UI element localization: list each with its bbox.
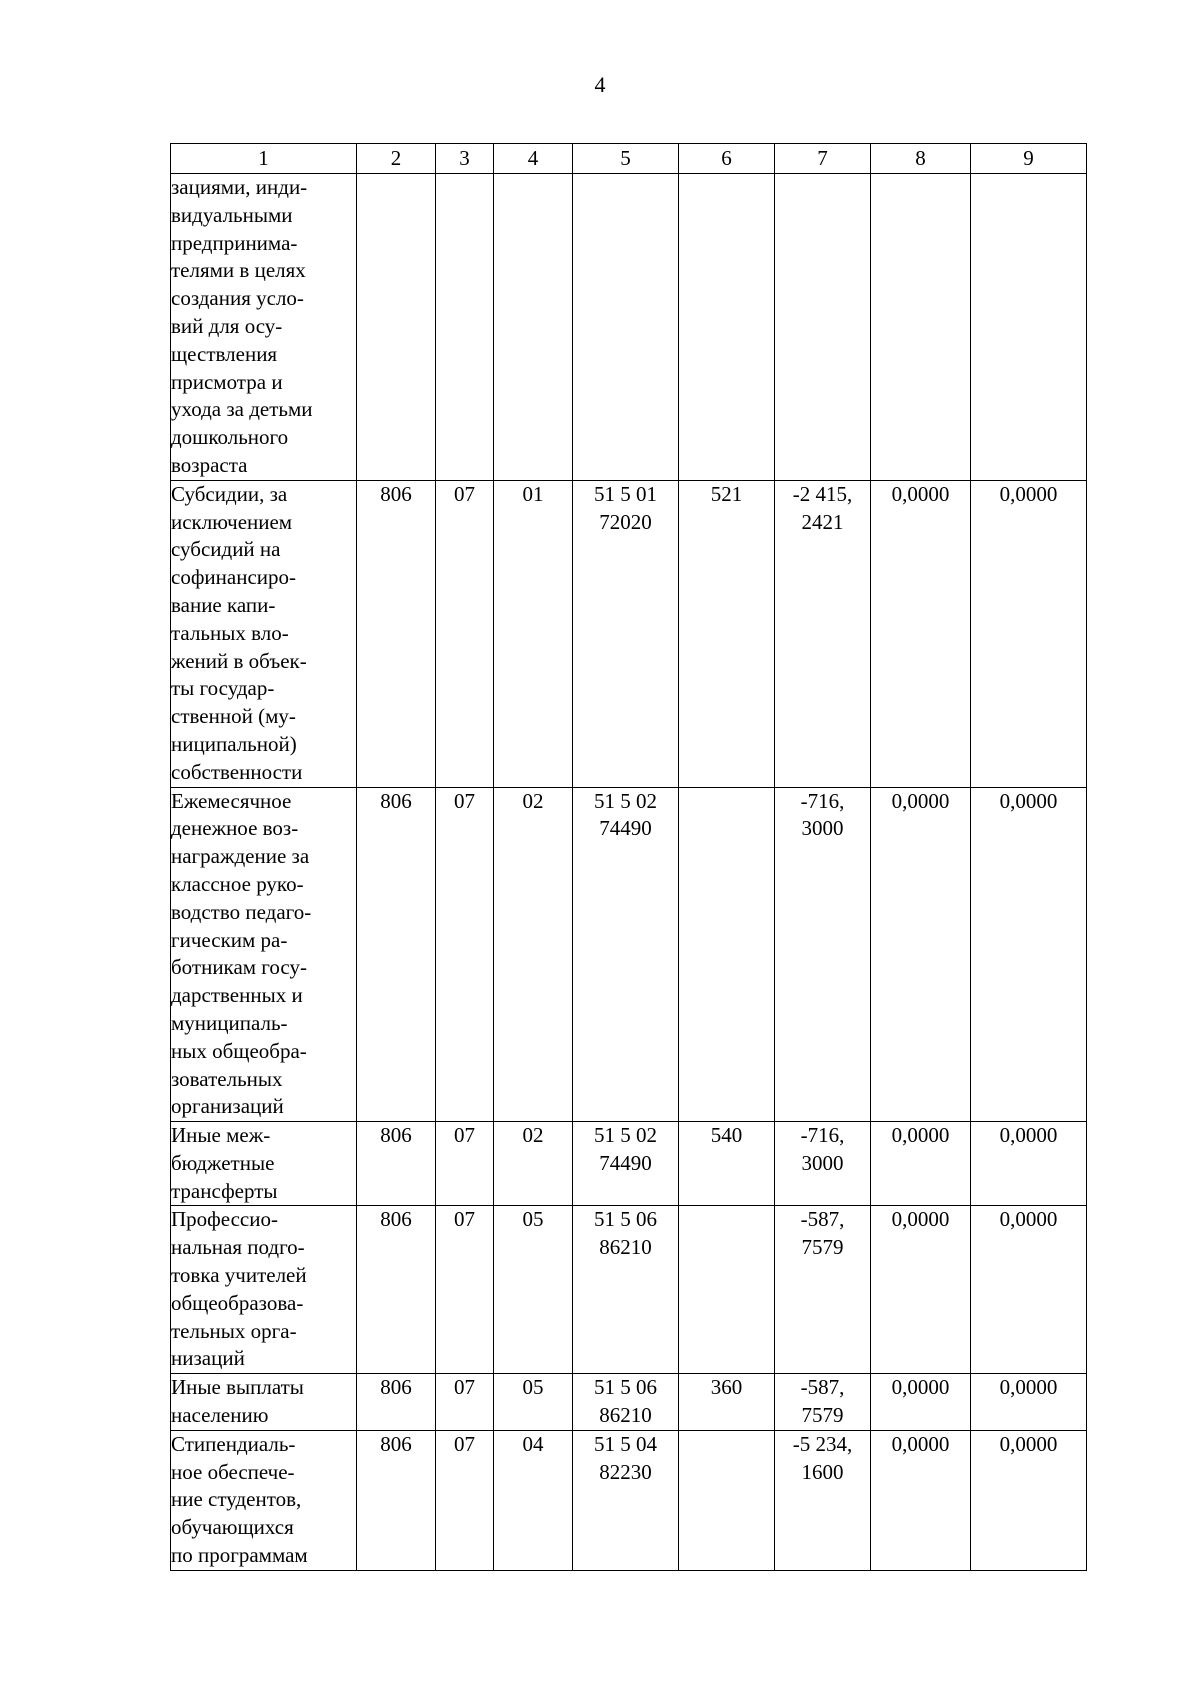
expense-name-line: дарственных и xyxy=(171,983,303,1008)
header-row xyxy=(171,144,1087,174)
subsection-code-cell: 01 xyxy=(494,480,573,787)
target-article-cell-line: 51 5 01 xyxy=(594,481,657,506)
expense-name-line: денежное воз- xyxy=(171,816,299,841)
expense-name-line: Субсидии, за xyxy=(171,481,288,506)
amount-cell-col9: 0,0000 xyxy=(971,1206,1087,1374)
expense-name-cell xyxy=(171,1122,357,1206)
expense-name-line: Стипендиаль- xyxy=(171,1431,296,1456)
amount-cell xyxy=(775,1430,871,1570)
department-code-cell xyxy=(357,174,436,481)
expense-name-cell xyxy=(171,787,357,1122)
target-article-cell xyxy=(573,1430,679,1570)
expense-name-line: ние студентов, xyxy=(171,1487,302,1512)
expense-name-line: присмотра и xyxy=(171,369,283,394)
department-code-cell: 806 xyxy=(357,1430,436,1570)
amount-cell-line: -716, xyxy=(800,1123,845,1148)
department-code-cell: 806 xyxy=(357,1374,436,1431)
target-article-cell xyxy=(573,174,679,481)
amount-cell xyxy=(775,480,871,787)
target-article-cell xyxy=(573,480,679,787)
expense-name-line: классное руко- xyxy=(171,871,304,896)
expense-name-line: вание капи- xyxy=(171,592,276,617)
amount-cell-col9: 0,0000 xyxy=(971,1122,1087,1206)
amount-cell xyxy=(775,787,871,1122)
amount-cell xyxy=(775,1122,871,1206)
target-article-cell xyxy=(573,787,679,1122)
page-number: 4 xyxy=(594,72,606,97)
target-article-cell-line: 51 5 02 xyxy=(594,1123,657,1148)
expense-name-line: ственной (му- xyxy=(171,704,296,729)
amount-cell-line: 7579 xyxy=(801,1403,844,1428)
subsection-code-cell: 02 xyxy=(494,787,573,1122)
table-body xyxy=(171,174,1087,1571)
amount-cell-col8: 0,0000 xyxy=(871,787,971,1122)
column-header: 5 xyxy=(573,144,679,174)
subsection-code-cell: 05 xyxy=(494,1374,573,1431)
section-code-cell: 07 xyxy=(436,1206,494,1374)
column-header: 6 xyxy=(679,144,775,174)
section-code-cell xyxy=(436,174,494,481)
expense-name-line: гическим ра- xyxy=(171,927,288,952)
target-article-cell-line: 51 5 02 xyxy=(594,788,657,813)
expense-name-line: Иные выплаты xyxy=(171,1375,304,1400)
section-code-cell: 07 xyxy=(436,787,494,1122)
expense-name-line: водство педаго- xyxy=(171,899,312,924)
amount-cell-col8: 0,0000 xyxy=(871,480,971,787)
expense-name-line: тельных орга- xyxy=(171,1318,297,1343)
amount-cell-col9: 0,0000 xyxy=(971,1430,1087,1570)
target-article-cell-line: 51 5 06 xyxy=(594,1207,657,1232)
target-article-cell-line: 51 5 06 xyxy=(594,1375,657,1400)
amount-cell-line: 7579 xyxy=(801,1235,844,1260)
amount-cell-col9: 0,0000 xyxy=(971,1374,1087,1431)
expense-type-cell xyxy=(679,174,775,481)
amount-cell-line: 2421 xyxy=(801,509,844,534)
amount-cell-line: 1600 xyxy=(801,1459,844,1484)
expense-type-cell xyxy=(679,787,775,1122)
expense-name-line: ухода за детьми xyxy=(171,397,313,422)
expense-type-cell xyxy=(679,1430,775,1570)
expense-name-line: собственности xyxy=(171,759,303,784)
amount-cell-line: -2 415, xyxy=(792,481,853,506)
expense-name-line: ты государ- xyxy=(171,676,275,701)
column-header: 3 xyxy=(436,144,494,174)
expense-name-line: организаций xyxy=(171,1094,284,1119)
column-header: 4 xyxy=(494,144,573,174)
expense-type-cell: 521 xyxy=(679,480,775,787)
subsection-code-cell xyxy=(494,174,573,481)
expense-name-line: ботникам госу- xyxy=(171,955,307,980)
expense-type-cell xyxy=(679,1206,775,1374)
department-code-cell: 806 xyxy=(357,1122,436,1206)
expense-name-line: трансферты xyxy=(171,1178,278,1203)
expense-name-line: зациями, инди- xyxy=(171,175,308,199)
expense-name-line: низаций xyxy=(171,1346,245,1371)
amount-cell-line: 3000 xyxy=(801,1150,844,1175)
table-row xyxy=(171,1430,1087,1570)
expense-name-cell xyxy=(171,1206,357,1374)
expense-name-line: ществления xyxy=(171,341,278,366)
department-code-cell: 806 xyxy=(357,480,436,787)
expense-name-line: обучающихся xyxy=(171,1515,294,1540)
expense-name-line: Ежемесячное xyxy=(171,788,292,813)
amount-cell-col8: 0,0000 xyxy=(871,1122,971,1206)
table-row xyxy=(171,1122,1087,1206)
amount-cell-col9: 0,0000 xyxy=(971,787,1087,1122)
subsection-code-cell: 02 xyxy=(494,1122,573,1206)
amount-cell-line: 3000 xyxy=(801,816,844,841)
amount-cell xyxy=(775,1374,871,1431)
budget-table xyxy=(170,143,1087,1571)
expense-name-line: бюджетные xyxy=(171,1150,275,1175)
expense-name-line: исключением xyxy=(171,509,293,534)
amount-cell-col9 xyxy=(971,174,1087,481)
amount-cell xyxy=(775,1206,871,1374)
amount-cell-col8: 0,0000 xyxy=(871,1430,971,1570)
amount-cell-line: -716, xyxy=(800,788,845,813)
expense-name-cell xyxy=(171,480,357,787)
target-article-cell-line: 82230 xyxy=(599,1459,652,1484)
expense-name-line: товка учителей xyxy=(171,1263,307,1288)
amount-cell-col8: 0,0000 xyxy=(871,1374,971,1431)
amount-cell-line: -5 234, xyxy=(792,1431,853,1456)
expense-name-line: видуальными xyxy=(171,202,293,227)
expense-name-line: софинансиро- xyxy=(171,565,297,590)
department-code-cell: 806 xyxy=(357,1206,436,1374)
expense-name-line: вий для осу- xyxy=(171,313,283,338)
expense-name-line: по программам xyxy=(171,1543,308,1568)
department-code-cell: 806 xyxy=(357,787,436,1122)
expense-name-line: населению xyxy=(171,1403,269,1428)
expense-name-line: награждение за xyxy=(171,844,310,869)
amount-cell-line: -587, xyxy=(800,1375,845,1400)
section-code-cell: 07 xyxy=(436,1122,494,1206)
expense-name-line: общеобразова- xyxy=(171,1290,304,1315)
expense-name-line: жений в объек- xyxy=(171,648,307,673)
expense-type-cell: 540 xyxy=(679,1122,775,1206)
amount-cell-line: -587, xyxy=(800,1207,845,1232)
expense-name-cell xyxy=(171,1430,357,1570)
expense-name-line: зовательных xyxy=(171,1066,283,1091)
expense-name-line: тальных вло- xyxy=(171,620,289,645)
amount-cell-col9: 0,0000 xyxy=(971,480,1087,787)
expense-name-line: ное обеспече- xyxy=(171,1459,295,1484)
column-header: 1 xyxy=(171,144,357,174)
target-article-cell-line: 72020 xyxy=(599,509,652,534)
expense-name-line: ных общеобра- xyxy=(171,1038,307,1063)
target-article-cell-line: 74490 xyxy=(599,816,652,841)
target-article-cell-line: 74490 xyxy=(599,1150,652,1175)
expense-name-line: предпринима- xyxy=(171,230,298,255)
subsection-code-cell: 04 xyxy=(494,1430,573,1570)
section-code-cell: 07 xyxy=(436,1430,494,1570)
table-row xyxy=(171,174,1087,481)
column-header: 9 xyxy=(971,144,1087,174)
target-article-cell-line: 51 5 04 xyxy=(594,1431,657,1456)
subsection-code-cell: 05 xyxy=(494,1206,573,1374)
expense-name-cell xyxy=(171,1374,357,1431)
table-row xyxy=(171,480,1087,787)
target-article-cell xyxy=(573,1206,679,1374)
table-row xyxy=(171,787,1087,1122)
table-row xyxy=(171,1206,1087,1374)
expense-name-line: создания усло- xyxy=(171,286,304,311)
target-article-cell-line: 86210 xyxy=(599,1235,652,1260)
target-article-cell xyxy=(573,1374,679,1431)
expense-name-line: телями в целях xyxy=(171,258,306,283)
expense-name-line: муниципаль- xyxy=(171,1010,288,1035)
amount-cell xyxy=(775,174,871,481)
expense-name-line: Профессио- xyxy=(171,1207,278,1232)
expense-name-line: нальная подго- xyxy=(171,1235,305,1260)
table-row xyxy=(171,1374,1087,1431)
expense-name-line: ниципальной) xyxy=(171,731,297,756)
expense-name-line: возраста xyxy=(171,452,248,477)
section-code-cell: 07 xyxy=(436,1374,494,1431)
section-code-cell: 07 xyxy=(436,480,494,787)
target-article-cell xyxy=(573,1122,679,1206)
expense-name-line: субсидий на xyxy=(171,537,281,562)
amount-cell-col8: 0,0000 xyxy=(871,1206,971,1374)
expense-type-cell: 360 xyxy=(679,1374,775,1431)
expense-name-line: Иные меж- xyxy=(171,1123,271,1148)
target-article-cell-line: 86210 xyxy=(599,1403,652,1428)
column-header: 7 xyxy=(775,144,871,174)
expense-name-line: дошкольного xyxy=(171,425,289,450)
column-header: 8 xyxy=(871,144,971,174)
expense-name-cell xyxy=(171,174,357,481)
column-header: 2 xyxy=(357,144,436,174)
amount-cell-col8 xyxy=(871,174,971,481)
